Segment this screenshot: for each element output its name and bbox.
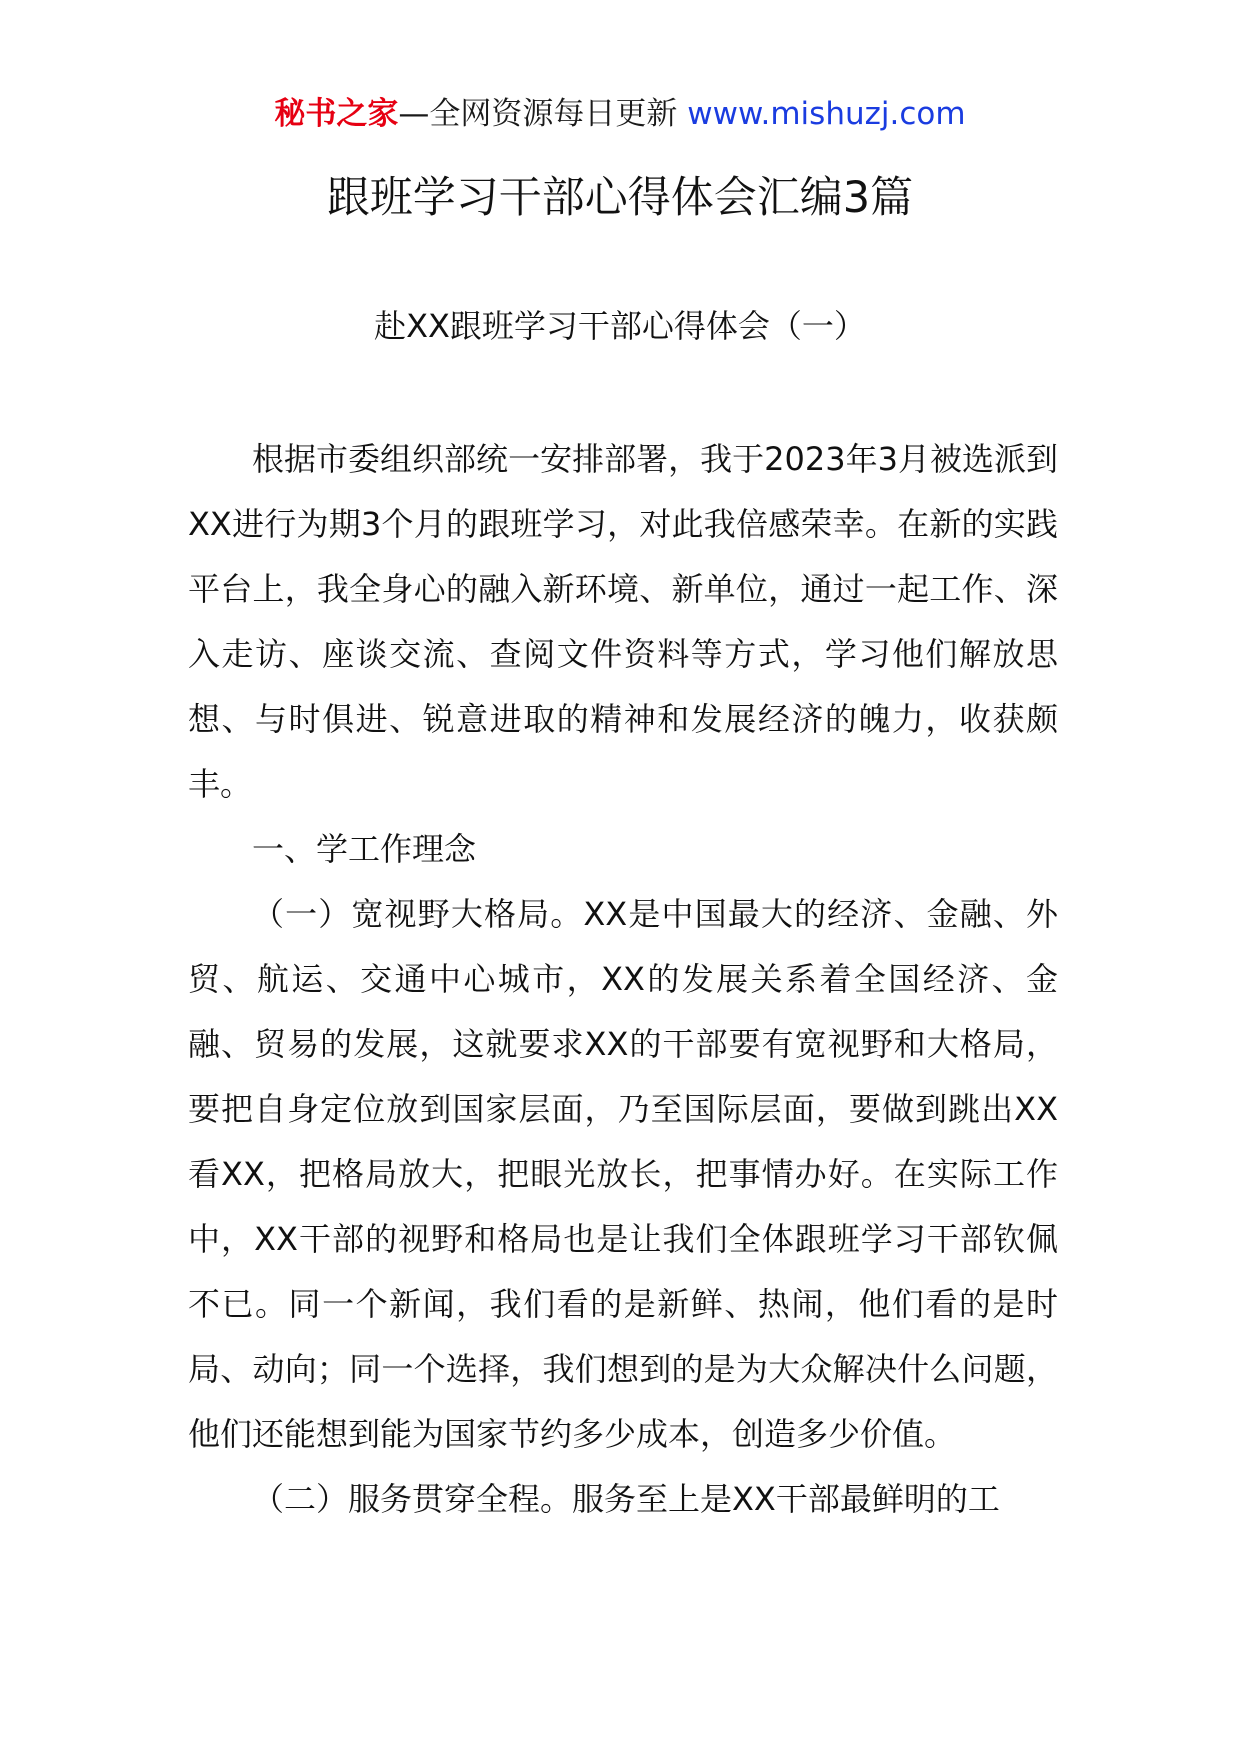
site-brand: 秘书之家 [274,96,399,132]
paragraph-intro: 根据市委组织部统一安排部署，我于2023年3月被选派到XX进行为期3个月的跟班学习，对此我倍感荣幸。在新的实践平台上，我全身心的融入新环境、新单位，通过一起工作、深入走访、座谈交流、查阅文件资料等方式，学习他们解放思想、与时俱进、锐意进取的精神和发展经济的魄力，收获颇丰。 [188,440,1058,803]
document-subtitle: 赴XX跟班学习干部心得体会（一） [374,307,866,345]
document-title: 跟班学习干部心得体会汇编3篇 [326,173,914,223]
site-url-link[interactable]: www.mishuzj.com [687,96,966,132]
paragraph-section-1-1: （一）宽视野大格局。XX是中国最大的经济、金融、外贸、航运、交通中心城市，XX的发展关系着全国经济、金融、贸易的发展，这就要求XX的干部要有宽视野和大格局，要把自身定位放到国家层面，乃至国际层面，要做到跳出XX看XX，把格局放大，把眼光放长，把事情办好。在实际工作中，XX干部的视野和格局也是让我们全体跟班学习干部钦佩不已。同一个新闻，我们看的是新鲜、热闹，他们看的是时局、动向；同一个选择，我们想到的是为大众解决什么问题，他们还能想到能为国家节约多少成本，创造多少价值。 [188,895,1058,1453]
site-header [0,92,1240,136]
site-slogan: —全网资源每日更新 [398,96,678,132]
section-heading-1: 一、学工作理念 [252,830,477,868]
paragraph-section-1-2: （二）服务贯穿全程。服务至上是XX干部最鲜明的工 [252,1480,1000,1518]
document-body [188,427,1058,1532]
